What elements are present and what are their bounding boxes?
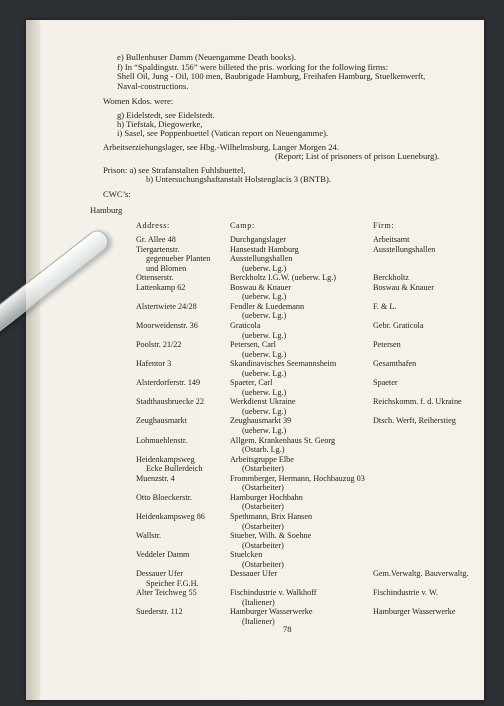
camp-cell: (Ostarbeiter) bbox=[242, 540, 284, 550]
section-heading: CWC’s: bbox=[103, 189, 131, 199]
camp-cell: Hansestadt Hamburg bbox=[230, 244, 299, 254]
camp-cell: Stueber, Wilh. & Soehne bbox=[230, 531, 312, 541]
camp-cell: Frommberger, Hermann, Hochbauzug 03 bbox=[230, 473, 365, 483]
page-number: 78 bbox=[283, 624, 292, 634]
address-cell: gegenueber Planten bbox=[146, 254, 211, 264]
firm-cell: Spaeter bbox=[373, 378, 398, 388]
address-cell: Stadthausbruecke 22 bbox=[136, 397, 204, 407]
camp-cell: Berckholtz I.G.W. (ueberw. Lg.) bbox=[230, 273, 337, 283]
intro-line: g) Eidelstedt, see Eidelstedt. bbox=[117, 110, 215, 120]
camp-cell: Skandinavisches Seemannsheim bbox=[230, 359, 337, 369]
camp-cell: (Ostarbeiter) bbox=[242, 483, 284, 493]
firm-cell: Berckholtz bbox=[373, 273, 409, 283]
camp-cell: Spaeter, Carl bbox=[230, 378, 273, 388]
camp-cell: (ueberw. Lg.) bbox=[242, 368, 287, 378]
firm-cell: Petersen bbox=[373, 340, 401, 350]
address-cell: Ottenserstr. bbox=[136, 273, 174, 283]
camp-cell: (Ostarbeiter) bbox=[242, 559, 284, 569]
firm-cell: Reichskomm. f. d. Ukraine bbox=[373, 397, 462, 407]
address-cell: Heidenkampsweg 86 bbox=[136, 511, 205, 521]
camp-cell: (ueberw. Lg.) bbox=[242, 263, 287, 273]
camp-cell: Fischindustrie v. Walkhoff bbox=[230, 588, 317, 598]
section-heading: Women Kdos. were: bbox=[103, 96, 174, 106]
camp-cell: (Ostarbeiter) bbox=[242, 521, 284, 531]
city-heading: Hamburg bbox=[90, 205, 123, 215]
address-cell: und Blomen bbox=[146, 263, 187, 273]
firm-cell: Boswau & Knauer bbox=[373, 282, 434, 292]
address-cell: Lohmuehlenstr. bbox=[136, 435, 188, 445]
address-cell: Muenzstr. 4 bbox=[136, 473, 175, 483]
camp-cell: Spethmann, Brix Hansen bbox=[230, 511, 313, 521]
address-cell: Ecke Bullerdeich bbox=[146, 464, 203, 474]
address-cell: Veddeler Damm bbox=[136, 550, 190, 560]
camp-cell: Durchgangslager bbox=[230, 235, 286, 244]
address-cell: Zeughausmarkt bbox=[136, 416, 187, 426]
address-cell: Suederstr. 112 bbox=[136, 607, 183, 617]
camp-cell: Boswau & Knauer bbox=[230, 282, 291, 292]
header-camp: Camp: bbox=[230, 221, 255, 230]
intro-line: Naval-constructions. bbox=[117, 81, 189, 91]
prison-line: Prison: a) see Strafanstalten Fuhlsbuettel, bbox=[103, 165, 246, 175]
camp-cell: Stuelcken bbox=[230, 550, 263, 560]
camp-cell: (Ostarb. Lg.) bbox=[242, 445, 285, 455]
camp-cell: Arbeitsgruppe Elbe bbox=[230, 454, 294, 464]
address-cell: Alter Teichweg 55 bbox=[136, 588, 197, 598]
camp-cell: Zeughausmarkt 39 bbox=[230, 416, 292, 426]
address-cell: Hafentor 3 bbox=[136, 359, 172, 369]
camp-cell: Petersen, Carl bbox=[230, 340, 276, 350]
firm-cell: Gem.Verwaltg. Bauverwaltg. bbox=[373, 569, 469, 579]
camp-cell: (Ostarbeiter) bbox=[242, 464, 284, 474]
address-cell: Wallstr. bbox=[136, 531, 162, 541]
firm-cell: Fischindustrie v. W. bbox=[373, 588, 438, 598]
address-cell: Moorweidenstr. 36 bbox=[136, 320, 198, 330]
address-cell: Otto Bloeckerstr. bbox=[136, 492, 192, 502]
camp-cell: (ueberw. Lg.) bbox=[242, 330, 287, 340]
camp-cell: (ueberw. Lg.) bbox=[242, 426, 287, 435]
address-cell: Gr. Allee 48 bbox=[136, 235, 176, 244]
camp-cell: Werkdienst Ukraine bbox=[230, 397, 296, 407]
intro-line: i) Sasel, see Poppenbuettel (Vatican report on Neuengamme). bbox=[117, 128, 329, 138]
firm-cell: Ausstellungshallen bbox=[373, 244, 436, 254]
address-cell: Alsterdorferstr. 149 bbox=[136, 378, 201, 388]
camp-cell: Hamburger Hochbahn bbox=[230, 492, 303, 502]
address-cell: Poolstr. 21/22 bbox=[136, 340, 182, 350]
book-spine bbox=[26, 20, 40, 700]
intro-line: (Report; List of prisoners of prison Lueneburg). bbox=[275, 151, 440, 161]
camp-cell: Dessauer Ufer bbox=[230, 569, 278, 579]
address-cell: Alstertwiete 24/28 bbox=[136, 301, 197, 311]
intro-line: Arbeitserziehungslager, see Hbg.-Wilhelmsburg, Langer Morgen 24. bbox=[103, 142, 339, 152]
firm-cell: Arbeitsamt bbox=[373, 235, 410, 244]
prison-line: b) Untersuchungshaftanstalt Holstenglacis 3 (BNTB). bbox=[146, 174, 331, 184]
header-firm: Firm: bbox=[373, 221, 395, 230]
firm-cell: Hamburger Wasserwerke bbox=[373, 607, 456, 617]
camp-cell: Hamburger Wasserwerke bbox=[230, 607, 313, 617]
camp-cell: (ueberw. Lg.) bbox=[242, 349, 287, 359]
camp-cell: (ueberw. Lg.) bbox=[242, 387, 287, 397]
address-cell: Lattenkamp 62 bbox=[136, 282, 186, 292]
address-cell: Tiergartenstr. bbox=[136, 244, 180, 254]
camp-cell: Ausstellungshallen bbox=[230, 254, 293, 264]
address-cell: Dessauer Ufer bbox=[136, 569, 184, 579]
header-address: Address: bbox=[136, 221, 170, 230]
camp-cell: Graticola bbox=[230, 320, 261, 330]
camp-cell: (ueberw. Lg.) bbox=[242, 311, 287, 321]
intro-line: h) Tiefstak, Diegowerke, bbox=[117, 119, 203, 129]
camp-cell: (Italiener) bbox=[242, 597, 275, 607]
camp-cell: (Italiener) bbox=[242, 617, 275, 626]
camp-cell: Fendler & Luedemann bbox=[230, 301, 305, 311]
camp-cell: (ueberw. Lg.) bbox=[242, 292, 287, 302]
firm-cell: Gesamthafen bbox=[373, 359, 417, 369]
camp-cell: Allgem. Krankenhaus St. Georg bbox=[230, 435, 336, 445]
intro-line: Shell Oil, Jung - Oil, 100 men, Baubrigade Hamburg, Freihafen Hamburg, Stuelkenwerft, bbox=[117, 71, 426, 81]
firm-cell: Dtsch. Werft, Reiherstieg bbox=[373, 416, 456, 426]
address-cell: Speicher F.G.H. bbox=[146, 578, 199, 588]
camp-cell: (Ostarbeiter) bbox=[242, 502, 284, 512]
intro-line: f) In “Spaldingstr. 156” were billeted the pris. working for the following firms: bbox=[117, 62, 389, 72]
address-cell: Heidenkampsweg bbox=[136, 454, 195, 464]
intro-line: e) Bullenhuser Damm (Neuengamme Death books). bbox=[117, 52, 296, 62]
firm-cell: Gebr. Graticola bbox=[373, 320, 424, 330]
camp-cell: (ueberw. Lg.) bbox=[242, 406, 287, 416]
firm-cell: F. & L. bbox=[373, 301, 397, 311]
